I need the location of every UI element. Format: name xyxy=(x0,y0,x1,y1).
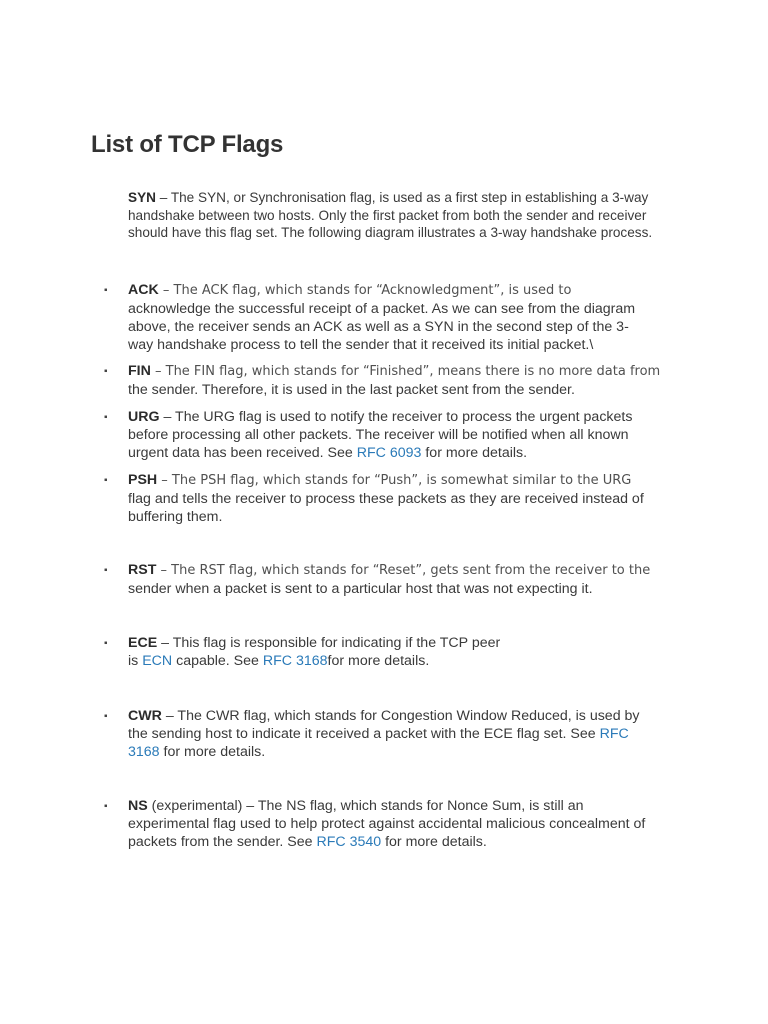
ece-line-2-pre: is xyxy=(128,653,143,669)
syn-paragraph xyxy=(128,189,688,242)
rst-term: RST xyxy=(128,562,157,578)
syn-term: SYN xyxy=(128,190,156,205)
ack-line-4: way handshake process to tell the sender that it received its initial packet.\ xyxy=(128,337,594,353)
ns-bullet: ▪ xyxy=(104,801,108,812)
cwr-paragraph xyxy=(128,707,688,761)
urg-term: URG xyxy=(128,409,160,425)
urg-line-2: before processing all other packets. The receiver will be notified when all known xyxy=(128,427,629,443)
cwr-term: CWR xyxy=(128,708,162,724)
ece-line-1: – This flag is responsible for indicating if the TCP peer xyxy=(157,635,501,651)
rst-lead: – The RST flag, which stands for “Reset”, gets sent from the receiver to the xyxy=(156,563,651,578)
fin-line-2: the sender. Therefore, it is used in the last packet sent from the sender. xyxy=(128,382,575,398)
cwr-line-1: – The CWR flag, which stands for Congestion Window Reduced, is used by xyxy=(161,708,640,724)
urg-line-3-pre: urgent data has been received. See xyxy=(128,445,357,461)
ece-bullet: ▪ xyxy=(104,638,108,649)
psh-lead: – The PSH flag, which stands for “Push”, is somewhat similar to the URG xyxy=(157,473,632,488)
psh-line-2: flag and tells the receiver to process these packets as they are received instead of xyxy=(128,491,644,507)
ack-lead: – The ACK flag, which stands for “Acknowledgment”, is used to xyxy=(158,283,572,298)
rfc-3540-link[interactable]: RFC 3540 xyxy=(316,834,382,850)
ack-line-3: above, the receiver sends an ACK as well as a SYN in the second step of the 3- xyxy=(128,319,629,335)
ack-paragraph xyxy=(128,281,688,354)
cwr-bullet: ▪ xyxy=(104,711,108,722)
ns-line-1: (experimental) – The NS flag, which stands for Nonce Sum, is still an xyxy=(147,798,584,814)
syn-line-2: handshake between two hosts. Only the first packet from both the sender and receiver xyxy=(128,207,647,223)
urg-line-3-post: for more details. xyxy=(421,445,528,461)
ack-bullet: ▪ xyxy=(104,285,108,296)
rst-line-2: sender when a packet is sent to a particular host that was not expecting it. xyxy=(128,581,593,597)
ece-line-2-post: for more details. xyxy=(327,653,430,669)
ns-line-3-pre: packets from the sender. See xyxy=(128,834,317,850)
ack-term: ACK xyxy=(128,282,159,298)
urg-bullet: ▪ xyxy=(104,412,108,423)
rfc-6093-link[interactable]: RFC 6093 xyxy=(356,445,422,461)
psh-line-3: buffering them. xyxy=(128,509,223,525)
psh-bullet: ▪ xyxy=(104,475,108,486)
ns-term: NS xyxy=(128,798,148,814)
syn-line-3: should have this flag set. The following diagram illustrates a 3-way handshake process. xyxy=(128,225,653,240)
rfc-3168-link-part-2[interactable]: 3168 xyxy=(128,744,160,760)
fin-bullet: ▪ xyxy=(104,366,108,377)
ece-term: ECE xyxy=(128,635,158,651)
ns-paragraph xyxy=(128,797,688,851)
ece-paragraph xyxy=(128,634,688,670)
cwr-line-3-post: for more details. xyxy=(159,744,266,760)
ns-line-2: experimental flag used to help protect against accidental malicious concealment of xyxy=(128,816,646,832)
ns-line-3-post: for more details. xyxy=(381,834,487,850)
rfc-3168-link-part-1[interactable]: RFC xyxy=(599,726,629,742)
ecn-link[interactable]: ECN xyxy=(142,653,173,669)
syn-line-1: – The SYN, or Synchronisation flag, is used as a first step in establishing a 3-way xyxy=(155,190,649,205)
psh-term: PSH xyxy=(128,472,158,488)
rst-paragraph xyxy=(128,561,688,598)
fin-term: FIN xyxy=(128,363,151,379)
fin-paragraph xyxy=(128,362,688,399)
urg-paragraph xyxy=(128,408,688,462)
fin-lead: – The FIN flag, which stands for “Finished”, means there is no more data from xyxy=(150,364,661,379)
urg-line-1: – The URG flag is used to notify the receiver to process the urgent packets xyxy=(159,409,633,425)
rst-bullet: ▪ xyxy=(104,565,108,576)
psh-paragraph xyxy=(128,471,688,526)
ack-line-2: acknowledge the successful receipt of a packet. As we can see from the diagram xyxy=(128,301,636,317)
ece-line-2-mid: capable. See xyxy=(172,653,263,669)
page-title: List of TCP Flags xyxy=(91,131,284,158)
cwr-line-2-pre: the sending host to indicate it received a packet with the ECE flag set. See xyxy=(128,726,600,742)
rfc-3168-link[interactable]: RFC 3168 xyxy=(262,653,328,669)
